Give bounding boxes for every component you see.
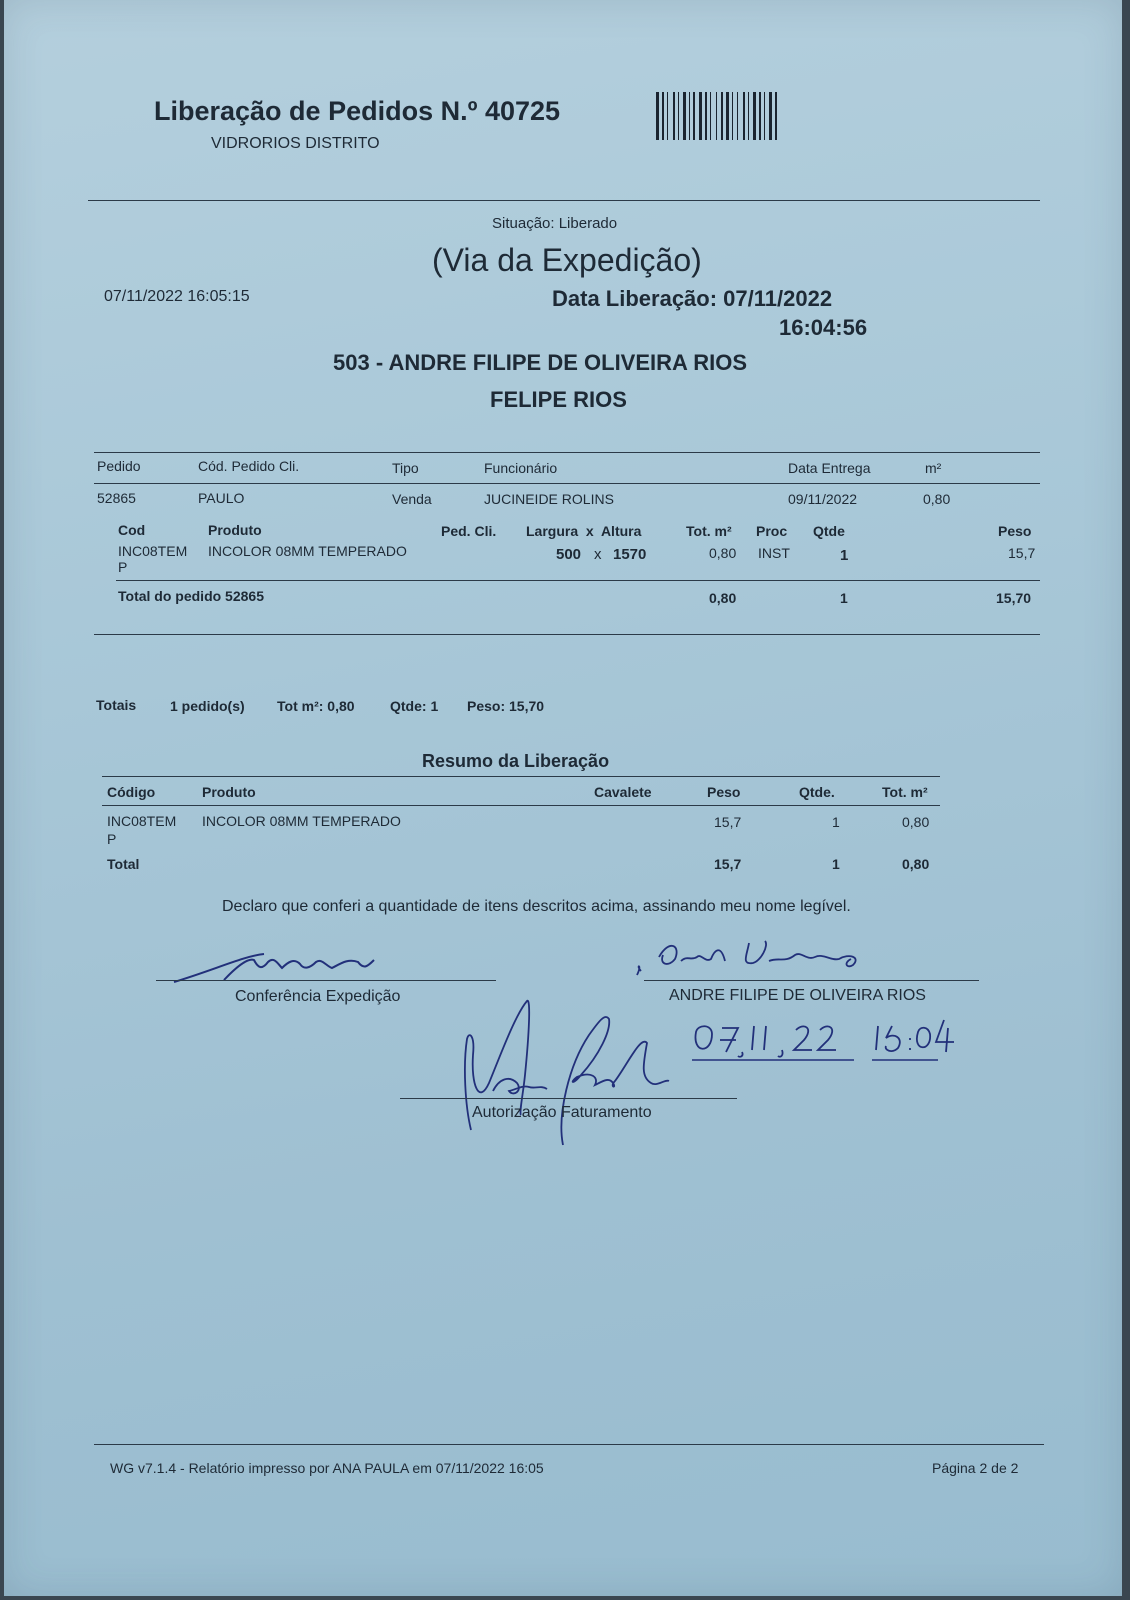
summary-col-qtde: Qtde. [799,784,835,800]
col-cod-pedido-cli: Cód. Pedido Cli. [198,458,300,474]
summary-qtde: 1 [832,814,840,830]
order-total-m2: 0,80 [709,590,737,606]
item-col-ped-cli: Ped. Cli. [441,523,497,539]
release-time: 16:04:56 [779,315,868,340]
order-pedido: 52865 [97,490,136,506]
item-proc: INST [758,545,790,561]
summary-total-qtde: 1 [832,856,840,872]
summary-col-tot-m2: Tot. m² [882,784,928,800]
totals-qtde: Qtde: 1 [390,698,439,714]
order-header-rule [94,483,1040,484]
handwritten-date [692,1018,962,1078]
order-table-bottom-rule [94,634,1040,635]
summary-top-rule [102,776,940,777]
item-qtde: 1 [840,547,849,564]
client-signature [629,935,889,985]
footer-rule [94,1444,1044,1445]
item-tot-m2: 0,80 [709,545,737,561]
summary-total-tot-m2: 0,80 [902,856,930,872]
item-col-proc: Proc [756,523,788,539]
col-m2: m² [925,460,942,476]
document-page [4,0,1122,1596]
item-cod: INC08TEM [118,543,188,559]
summary-col-peso: Peso [707,784,741,800]
footer-report-info: WG v7.1.4 - Relatório impresso por ANA PAULA em 07/11/2022 16:05 [110,1460,544,1476]
order-data-entrega: 09/11/2022 [788,491,858,507]
item-col-cod: Cod [118,522,146,538]
col-tipo: Tipo [392,460,419,476]
item-col-produto: Produto [208,522,262,538]
autorizacao-line [400,1098,737,1099]
order-total-label: Total do pedido 52865 [118,588,264,604]
company-name: VIDRORIOS DISTRITO [211,135,380,152]
conferencia-line [156,980,496,981]
col-data-entrega: Data Entrega [788,460,871,476]
item-col-peso: Peso [998,523,1032,539]
item-cod-cont: P [118,559,128,575]
col-funcionario: Funcionário [484,460,558,476]
item-col-qtde: Qtde [813,523,845,539]
via-label: (Via da Expedição) [432,242,702,278]
order-total-peso: 15,70 [996,590,1032,606]
totals-peso: Peso: 15,70 [467,698,545,714]
order-total-qtde: 1 [840,590,848,606]
client-nickname: FELIPE RIOS [490,387,627,412]
client-name: 503 - ANDRE FILIPE DE OLIVEIRA RIOS [333,350,747,375]
item-produto: INCOLOR 08MM TEMPERADO [208,543,407,559]
summary-produto: INCOLOR 08MM TEMPERADO [202,813,401,829]
release-date: Data Liberação: 07/11/2022 [552,286,833,311]
conferencia-label: Conferência Expedição [235,988,401,1005]
summary-col-codigo: Código [107,784,156,800]
summary-total-peso: 15,7 [714,856,742,872]
item-altura: 1570 [613,546,647,563]
summary-title: Resumo da Liberação [422,751,610,771]
summary-col-cavalete: Cavalete [594,784,652,800]
situation-status: Situação: Liberado [492,215,618,232]
header-divider [88,200,1040,201]
barcode [654,92,824,142]
summary-tot-m2: 0,80 [902,814,930,830]
summary-total-label: Total [107,856,140,872]
item-x: x [594,546,602,563]
totals-pedidos: 1 pedido(s) [170,698,245,714]
footer-page-number: Página 2 de 2 [932,1460,1019,1476]
order-funcionario: JUCINEIDE ROLINS [484,491,614,507]
order-cod-pedido-cli: PAULO [198,490,245,506]
summary-codigo-cont: P [107,831,117,847]
item-largura: 500 [556,546,582,563]
autorizacao-label: Autorização Faturamento [472,1104,652,1121]
document-title: Liberação de Pedidos N.º 40725 [154,96,561,126]
summary-peso: 15,7 [714,814,742,830]
conferencia-signature [154,940,514,990]
order-table-top-rule [94,452,1040,453]
totals-label: Totais [96,697,137,713]
item-col-largura-altura: Largura x Altura [526,523,642,539]
client-signature-label: ANDRE FILIPE DE OLIVEIRA RIOS [669,987,926,1004]
item-col-tot-m2: Tot. m² [686,523,732,539]
print-datetime: 07/11/2022 16:05:15 [104,288,250,305]
client-signature-line [644,980,979,981]
item-peso: 15,7 [1008,545,1036,561]
declaration-text: Declaro que conferi a quantidade de itens descritos acima, assinando meu nome legível. [222,898,851,915]
order-total-rule [116,580,1040,581]
col-pedido: Pedido [97,458,141,474]
order-m2: 0,80 [923,491,951,507]
summary-col-produto: Produto [202,784,256,800]
totals-m2: Tot m²: 0,80 [277,698,355,714]
autorizacao-signature [459,995,679,1155]
order-tipo: Venda [392,491,432,507]
summary-codigo: INC08TEM [107,813,177,829]
summary-header-rule [102,805,940,806]
